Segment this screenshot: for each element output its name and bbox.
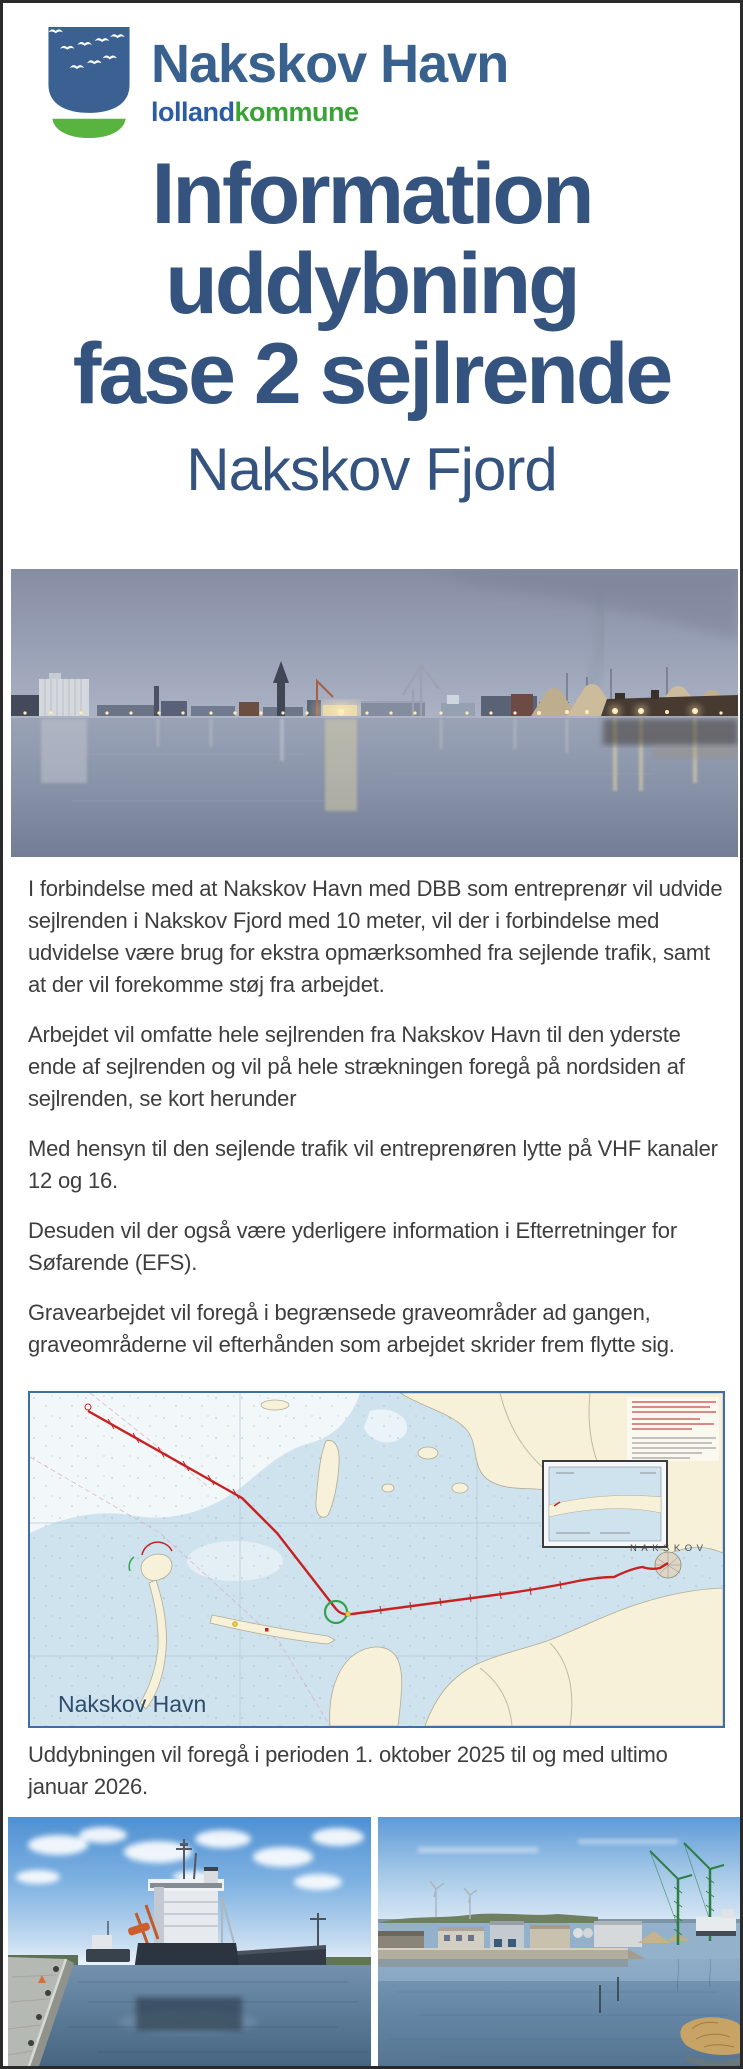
paragraph-efs: Desuden vil der også være yderligere information i Efterretninger for Søfarende (EFS). [28, 1218, 677, 1275]
logo-block [47, 27, 508, 139]
photo-row [8, 1817, 741, 2069]
title-line-2: uddybning [165, 236, 578, 332]
paragraph-vhf: Med hensyn til den sejlende trafik vil entreprenøren lytte på VHF kanaler 12 og 16. [28, 1136, 718, 1193]
paragraph-digging: Gravearbejdet vil foregå i begrænsede graveområder ad gangen, graveområderne vil efterhånden som arbejdet skrider frem flytte sig. [28, 1300, 675, 1357]
harbor-aerial-photo [378, 1817, 741, 2069]
nautical-chart [28, 1391, 725, 1728]
chart-city-label: NAKSKOV [630, 1543, 708, 1554]
logo-wordmark [151, 27, 508, 126]
page-subtitle: Nakskov Fjord [186, 436, 557, 503]
harbor-dusk-panorama-photo [11, 569, 738, 857]
logo-muni-kommune: kommune [234, 97, 359, 127]
logo-org-name: Nakskov Havn [151, 34, 509, 94]
lolland-crest-icon [47, 27, 131, 139]
body-text [28, 873, 730, 1379]
paragraph-intro: I forbindelse med at Nakskov Havn med DBB som entreprenør vil udvide sejlrenden i Nakskov Fjord med 10 meter, vil der i forbindelse med udvidelse være brug for ekstra opmærksomhed fra sejlende trafik, samt at der vil forekomme støj fra arbejdet. [28, 876, 723, 997]
logo-muni-lolland: lolland [151, 97, 235, 127]
title-line-1: Information [151, 146, 592, 242]
chart-inset [543, 1461, 667, 1547]
chart-caption: Nakskov Havn [58, 1691, 207, 1717]
chart-town [655, 1552, 681, 1578]
logo-municipality [151, 99, 508, 126]
period-text: Uddybningen vil foregå i perioden 1. oktober 2025 til og med ultimo januar 2026. [28, 1742, 668, 1799]
cargo-ship-photo [8, 1817, 371, 2069]
title-line-3: fase 2 sejlrende [72, 326, 671, 422]
page-title [3, 146, 740, 422]
chart-notes [627, 1397, 719, 1461]
paragraph-scope: Arbejdet vil omfatte hele sejlrenden fra Nakskov Havn til den yderste ende af sejlrenden og vil på hele strækningen foregå på nordsiden af sejlrenden, se kort herunder [28, 1022, 685, 1111]
